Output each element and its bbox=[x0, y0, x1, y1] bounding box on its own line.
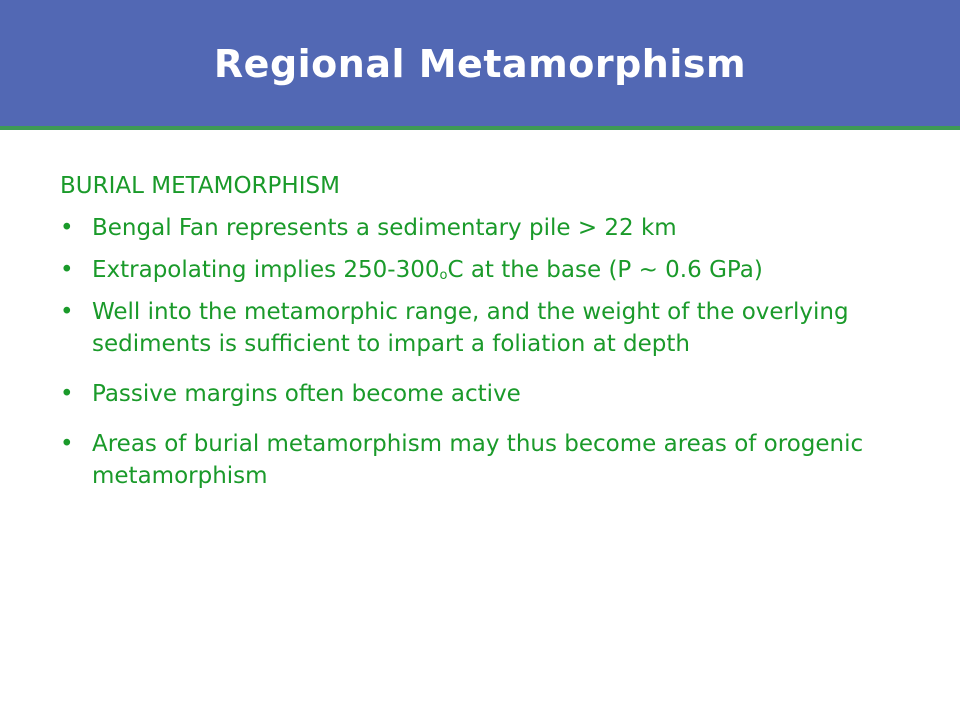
bullet-text: Areas of burial metamorphism may thus become areas of orogenic metamorphism bbox=[92, 431, 864, 489]
bullet-icon: • bbox=[60, 299, 74, 325]
bullet-item bbox=[60, 296, 910, 360]
bullet-item bbox=[60, 254, 910, 286]
bullet-icon: • bbox=[60, 431, 74, 457]
bullet-icon: • bbox=[60, 381, 74, 407]
slide-title: Regional Metamorphism bbox=[213, 42, 747, 86]
bullet-text: Passive margins often become active bbox=[92, 381, 521, 407]
bullet-text-part: Extrapolating implies 250-300 bbox=[92, 257, 440, 283]
bullet-text bbox=[92, 257, 763, 283]
degree-superscript: o bbox=[439, 268, 448, 283]
bullet-list bbox=[60, 212, 910, 492]
bullet-item bbox=[60, 378, 910, 410]
section-heading: BURIAL METAMORPHISM bbox=[60, 173, 340, 199]
bullet-text-part: C at the base (P ~ 0.6 GPa) bbox=[447, 257, 763, 283]
bullet-item bbox=[60, 428, 910, 492]
bullet-icon: • bbox=[60, 215, 74, 241]
slide-content bbox=[60, 170, 910, 502]
title-bar bbox=[0, 0, 960, 130]
bullet-text: Bengal Fan represents a sedimentary pile > 22 km bbox=[92, 215, 677, 241]
bullet-item bbox=[60, 212, 910, 244]
bullet-text: Well into the metamorphic range, and the weight of the overlying sediments is sufficient to impart a foliation at depth bbox=[92, 299, 849, 357]
bullet-icon: • bbox=[60, 257, 74, 283]
